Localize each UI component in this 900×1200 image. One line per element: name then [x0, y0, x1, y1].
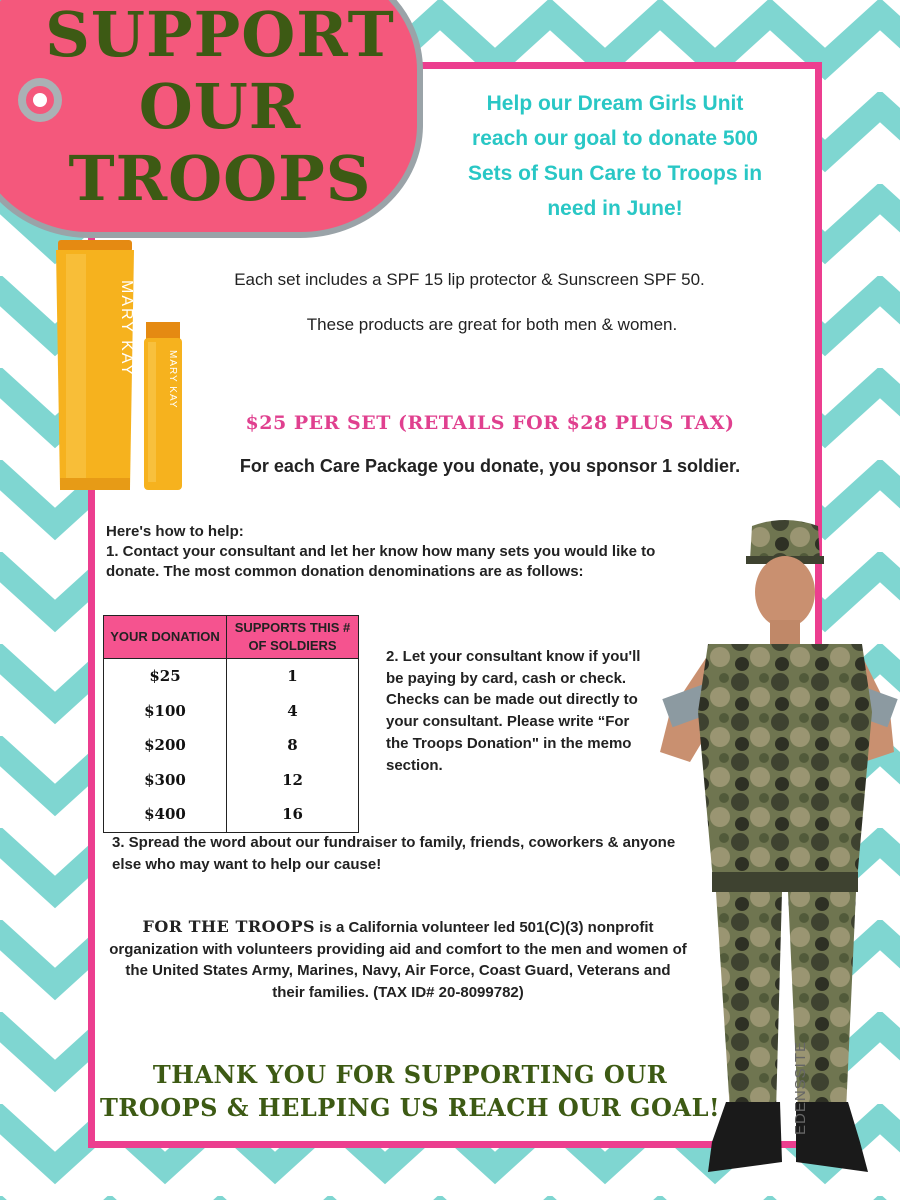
donation-table — [103, 615, 359, 833]
table-row: $100 4 — [104, 694, 359, 729]
stick-brand-text: MARY KAY — [167, 350, 178, 409]
title-line-3: TROOPS — [68, 142, 372, 215]
table-header-donation: YOUR DONATION — [104, 616, 227, 659]
watermark: EDENSSITE — [792, 1040, 809, 1135]
step-3: 3. Spread the word about our fundraiser to family, friends, coworkers & anyone else who may want to help our cause! — [112, 834, 676, 873]
organization-description: FOR THE TROOPS is a California volunteer led 501(C)(3) nonprofit organization with volunteers providing aid and comfort to the men and women of the United States Army, Marines, Navy, Air Force, Coast Guard, Veterans and their families. (TAX ID# 20-8099782) — [109, 917, 687, 1001]
step-1: 1. Contact your consultant and let her know how many sets you would like to donate. The most common donation denominations are as follows: — [106, 543, 656, 580]
table-header-soldiers: SUPPORTS THIS # OF SOLDIERS — [227, 616, 359, 659]
product-line-2: These products are great for both men & women. — [306, 315, 678, 334]
title-line-1: SUPPORT — [45, 0, 395, 71]
goal-text: Help our Dream Girls Unit reach our goal to donate 500 Sets of Sun Care to Troops in need in June! — [467, 92, 763, 220]
sponsor-text: For each Care Package you donate, you sponsor 1 soldier. — [239, 456, 741, 476]
title-line-2: OUR — [138, 70, 302, 143]
how-to-help — [106, 522, 706, 582]
organization-name: FOR THE TROOPS — [142, 917, 316, 936]
step-2: 2. Let your consultant know if you'll be paying by card, cash or check. Checks can be made out directly to your consultant. Please write “For the Troops Donation" in the memo section. — [386, 648, 641, 774]
price-text: $25 PER SET (RETAILS FOR $28 PLUS TAX) — [245, 412, 735, 434]
thank-you-message: THANK YOU FOR SUPPORTING OUR TROOPS & HELPING US REACH OUR GOAL! — [100, 1060, 720, 1122]
table-row: $300 12 — [104, 763, 359, 798]
sun-care-products-image — [48, 240, 188, 500]
table-row: $200 8 — [104, 728, 359, 763]
howto-intro: Here's how to help: — [106, 523, 244, 540]
table-row: $400 16 — [104, 797, 359, 832]
table-row: $25 1 — [104, 659, 359, 694]
tube-brand-text: MARY KAY — [118, 280, 135, 377]
product-line-1: Each set includes a SPF 15 lip protector & Sunscreen SPF 50. — [234, 270, 705, 289]
